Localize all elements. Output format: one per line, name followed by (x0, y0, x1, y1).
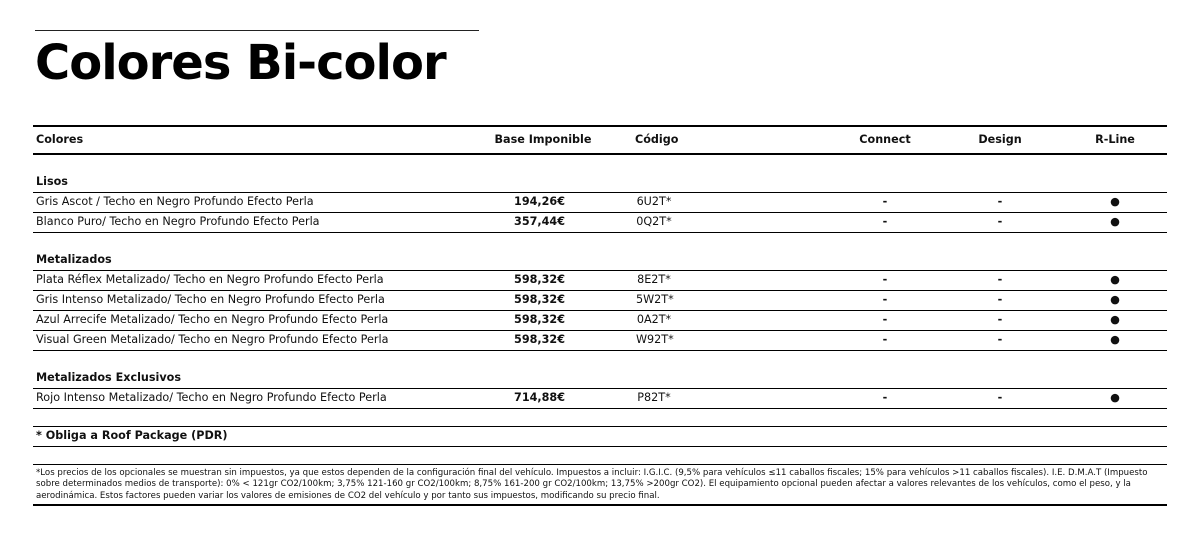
r-line-availability: ● (1110, 215, 1120, 228)
design-availability: - (997, 391, 1003, 404)
base-price: 598,32€ (514, 293, 565, 306)
roof-package-note (33, 426, 1167, 447)
header-design: Design (978, 133, 1022, 146)
color-name: Azul Arrecife Metalizado/ Techo en Negro Profundo Efecto Perla (36, 313, 389, 326)
color-code: 0Q2T* (636, 215, 672, 228)
header-codigo: Código (635, 133, 679, 146)
base-price: 357,44€ (514, 215, 565, 228)
connect-availability: - (882, 293, 888, 306)
base-price: 194,26€ (514, 195, 565, 208)
color-code: 6U2T* (636, 195, 672, 208)
design-availability: - (997, 313, 1003, 326)
table-row (33, 271, 1167, 291)
color-name: Visual Green Metalizado/ Techo en Negro Profundo Efecto Perla (36, 333, 389, 346)
color-code: W92T* (636, 333, 674, 346)
r-line-availability: ● (1110, 313, 1120, 326)
connect-availability: - (882, 273, 888, 286)
section-heading-metalizados (33, 251, 1167, 271)
section-heading: Lisos (36, 175, 68, 188)
design-availability: - (997, 215, 1003, 228)
header-connect: Connect (859, 133, 911, 146)
color-code: 8E2T* (637, 273, 671, 286)
connect-availability: - (882, 313, 888, 326)
table-row (33, 291, 1167, 311)
color-code: P82T* (637, 391, 671, 404)
connect-availability: - (882, 333, 888, 346)
header-base-imponible: Base Imponible (494, 133, 592, 146)
roof-package-note-text: * Obliga a Roof Package (PDR) (36, 429, 228, 442)
r-line-availability: ● (1110, 195, 1120, 208)
table-row (33, 193, 1167, 213)
design-availability: - (997, 333, 1003, 346)
connect-availability: - (882, 195, 888, 208)
color-name: Gris Intenso Metalizado/ Techo en Negro Profundo Efecto Perla (36, 293, 385, 306)
base-price: 714,88€ (514, 391, 565, 404)
title-top-rule (35, 30, 479, 31)
color-name: Rojo Intenso Metalizado/ Techo en Negro Profundo Efecto Perla (36, 391, 387, 404)
header-r-line: R-Line (1095, 133, 1135, 146)
section-heading-lisos (33, 173, 1167, 193)
section-heading-metalizados-exclusivos (33, 369, 1167, 389)
table-header (33, 127, 1167, 155)
r-line-availability: ● (1110, 273, 1120, 286)
r-line-availability: ● (1110, 293, 1120, 306)
r-line-availability: ● (1110, 391, 1120, 404)
color-name: Plata Réflex Metalizado/ Techo en Negro Profundo Efecto Perla (36, 273, 384, 286)
base-price: 598,32€ (514, 313, 565, 326)
design-availability: - (997, 273, 1003, 286)
r-line-availability: ● (1110, 333, 1120, 346)
color-code: 0A2T* (636, 313, 672, 326)
color-name: Gris Ascot / Techo en Negro Profundo Efecto Perla (36, 195, 314, 208)
table-row (33, 389, 1167, 409)
color-name: Blanco Puro/ Techo en Negro Profundo Efecto Perla (36, 215, 320, 228)
connect-availability: - (882, 215, 888, 228)
section-heading: Metalizados (36, 253, 112, 266)
table-row (33, 213, 1167, 233)
connect-availability: - (882, 391, 888, 404)
design-availability: - (997, 293, 1003, 306)
table-row (33, 311, 1167, 331)
base-price: 598,32€ (514, 273, 565, 286)
section-heading: Metalizados Exclusivos (36, 371, 182, 384)
table-row (33, 331, 1167, 351)
tax-footnote: *Los precios de los opcionales se muestran sin impuestos, ya que estos dependen de la configuración final del vehículo. Impuestos a incluir: I.G.I.C. (9,5% para vehículos ≤11 caballos fiscales; 15% para vehículos >11 caballos fiscales). I.E. D.M.A.T (Impuesto sobre determinados medios de transporte): 0% < 121gr CO2/100km; 3,75% 121-160 gr CO2/100km; 8,75% 161-200 gr CO2/100km; 13,75% >200gr CO2). El equipamiento opcional pueden afectar a valores relevantes de los vehículos, como el peso, y la aerodinámica. Estos factores pueden variar los valores de emisiones de CO2 del vehículo y por tanto sus impuestos, modificando su precio final. (33, 464, 1167, 504)
colors-table (33, 125, 1167, 506)
base-price: 598,32€ (514, 333, 565, 346)
color-code: 5W2T* (636, 293, 674, 306)
header-colores: Colores (36, 133, 84, 146)
page-title: Colores Bi-color (35, 35, 446, 91)
design-availability: - (997, 195, 1003, 208)
